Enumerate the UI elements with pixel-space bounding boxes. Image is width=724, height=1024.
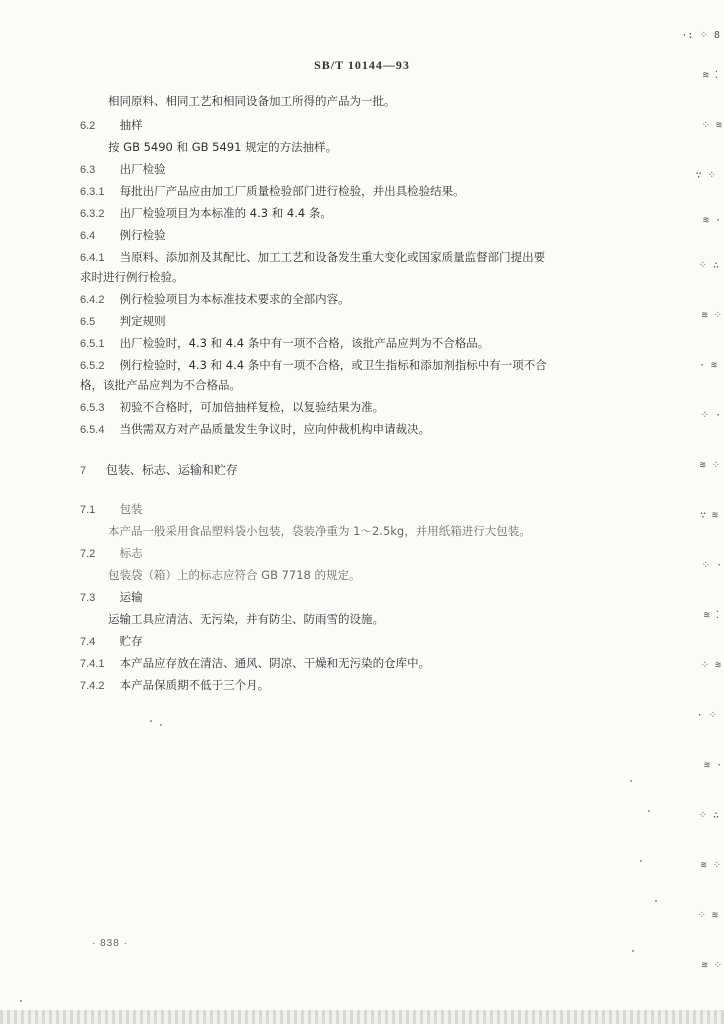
line-text: 运输工具应清洁、无污染，并有防尘、防雨雪的设施。 (108, 612, 384, 626)
clause-number: 6.4.2 (80, 294, 105, 306)
line-text: 格，该批产品应判为不合格品。 (80, 378, 241, 392)
scan-bottom-edge (0, 1010, 724, 1024)
chapter-heading-7 (80, 462, 238, 479)
page-number: · 838 · (92, 938, 128, 949)
section-title: 出厂检验 (119, 162, 166, 176)
clause-number: 6.5.3 (80, 402, 105, 414)
page-header-code: SB/T 10144—93 (314, 58, 410, 72)
scan-speck (640, 860, 642, 862)
clause-number: 6.5.1 (80, 338, 105, 350)
scan-speck (150, 720, 152, 722)
clause-text: 本产品应存放在清洁、通风、阴凉、干燥和无污染的仓库中。 (119, 656, 431, 670)
clause-text: 当原料、添加剂及其配比、加工工艺和设备发生重大变化或国家质量监督部门提出要 (119, 250, 546, 264)
text-line (108, 612, 384, 628)
chapter-number: 7 (80, 465, 87, 477)
scan-speck (632, 950, 634, 952)
scan-speck (630, 780, 632, 782)
scan-speck (648, 810, 650, 812)
section-title: 标志 (119, 546, 143, 560)
scan-speck (655, 900, 657, 902)
section-heading-7-3 (80, 590, 143, 606)
text-line (80, 270, 184, 286)
clause-7-4-2 (80, 678, 269, 694)
clause-text: 每批出厂产品应由加工厂质量检验部门进行检验，并出具检验结果。 (119, 184, 465, 198)
clause-6-5-2 (80, 358, 547, 374)
clause-number: 7.4.2 (80, 680, 105, 692)
section-number: 7.1 (80, 504, 96, 516)
clause-6-4-1 (80, 250, 545, 266)
line-text: 本产品一般采用食品塑料袋小包装，袋装净重为 1～2.5kg，并用纸箱进行大包装。 (108, 524, 531, 538)
clause-6-5-3 (80, 400, 384, 416)
section-heading-7-2 (80, 546, 143, 562)
section-title: 判定规则 (119, 314, 166, 328)
scan-speck (160, 724, 162, 726)
clause-number: 6.5.2 (80, 360, 105, 372)
clause-text: 当供需双方对产品质量发生争议时，应向仲裁机构申请裁决。 (119, 422, 431, 436)
text-line (108, 524, 531, 540)
line-text: 求时进行例行检验。 (80, 270, 184, 284)
section-title: 抽样 (119, 118, 143, 132)
section-number: 7.4 (80, 636, 96, 648)
clause-6-3-2 (80, 206, 332, 222)
clause-text: 例行检验项目为本标准技术要求的全部内容。 (119, 292, 350, 306)
section-heading-6-4 (80, 228, 166, 244)
section-number: 7.2 (80, 548, 96, 560)
section-number: 6.4 (80, 230, 96, 242)
text-line (108, 140, 337, 156)
clause-text: 出厂检验项目为本标准的 4.3 和 4.4 条。 (119, 206, 332, 220)
clause-number: 7.4.1 (80, 658, 105, 670)
section-number: 6.2 (80, 120, 96, 132)
clause-text: 出厂检验时，4.3 和 4.4 条中有一项不合格，该批产品应判为不合格品。 (119, 336, 490, 350)
section-heading-7-1 (80, 502, 143, 518)
clause-6-4-2 (80, 292, 350, 308)
clause-text: 例行检验时，4.3 和 4.4 条中有一项不合格，或卫生指标和添加剂指标中有一项不合 (119, 358, 547, 372)
section-heading-6-5 (80, 314, 166, 330)
clause-number: 6.5.4 (80, 424, 105, 436)
clause-7-4-1 (80, 656, 430, 672)
clause-6-5-1 (80, 336, 489, 352)
section-heading-6-3 (80, 162, 166, 178)
section-number: 6.3 (80, 164, 96, 176)
text-line (80, 378, 241, 394)
chapter-title: 包装、标志、运输和贮存 (105, 463, 238, 477)
section-number: 7.3 (80, 592, 96, 604)
clause-text: 本产品保质期不低于三个月。 (119, 678, 270, 692)
line-text: 包装袋（箱）上的标志应符合 GB 7718 的规定。 (108, 568, 361, 582)
scan-speck (20, 1000, 22, 1002)
line-text: 相同原料、相同工艺和相同设备加工所得的产品为一批。 (108, 94, 396, 108)
section-heading-7-4 (80, 634, 143, 650)
clause-number: 6.3.2 (80, 208, 105, 220)
text-line (108, 94, 396, 110)
text-line (108, 568, 361, 584)
section-number: 6.5 (80, 316, 96, 328)
section-title: 运输 (119, 590, 143, 604)
clause-6-3-1 (80, 184, 465, 200)
section-title: 贮存 (119, 634, 143, 648)
section-title: 包装 (119, 502, 143, 516)
clause-6-5-4 (80, 422, 430, 438)
scan-edge-noise: ·: ⁘ 8 ≋ ⁚ ⁘ ≋ ∵ ⁘ ≋ · ⁘ ∴ ≋ ⁘ · ≋ ⁘ · ≋ ⁘ ∵ ≋ ⁘ · ≋ ⁚ ⁘ ≋ · ⁘ ≋ · ⁘ ∴ ≋ ⁘ ⁘ ≋ ≋ ⁘ (681, 30, 722, 971)
clause-number: 6.3.1 (80, 186, 105, 198)
line-text: 按 GB 5490 和 GB 5491 规定的方法抽样。 (108, 140, 338, 154)
clause-number: 6.4.1 (80, 252, 105, 264)
section-heading-6-2 (80, 118, 143, 134)
section-title: 例行检验 (119, 228, 166, 242)
clause-text: 初验不合格时，可加倍抽样复检，以复验结果为准。 (119, 400, 385, 414)
